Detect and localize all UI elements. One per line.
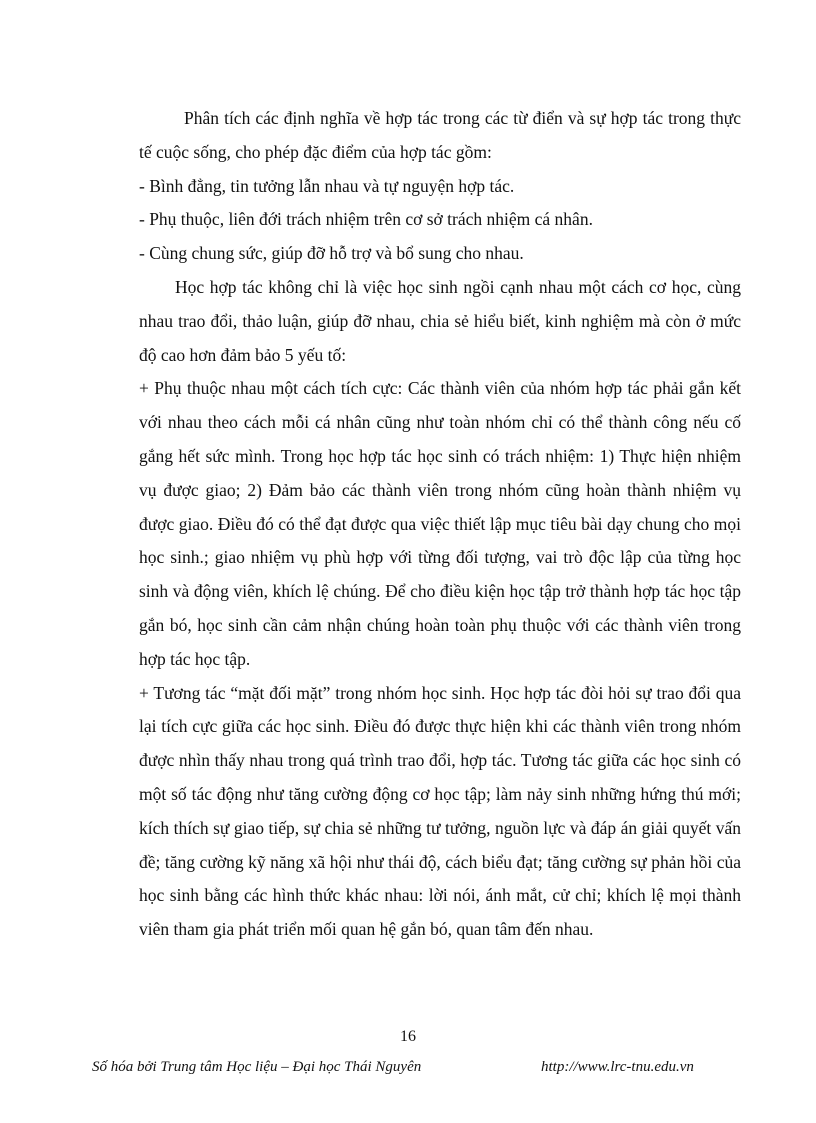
list-item-equality: - Bình đẳng, tin tưởng lẫn nhau và tự nguyện hợp tác. xyxy=(139,175,515,196)
list-item-mutual-support: - Cùng chung sức, giúp đỡ hỗ trợ và bổ sung cho nhau. xyxy=(139,243,524,264)
list-item-dependence: - Phụ thuộc, liên đới trách nhiệm trên cơ sở trách nhiệm cá nhân. xyxy=(139,209,593,230)
page-number: 16 xyxy=(400,1028,416,1045)
paragraph-definition-analysis: Phân tích các định nghĩa về hợp tác trong các từ điển và sự hợp tác trong thực tế cuộc sống, cho phép đặc điểm của hợp tác gồm: xyxy=(139,108,741,162)
paragraph-positive-interdependence: + Phụ thuộc nhau một cách tích cực: Các thành viên của nhóm hợp tác phải gắn kết với nhau theo cách mỗi cá nhân cũng như toàn nhóm chỉ có thể thành công nếu cố gắng hết sức mình. Trong học hợp tác học sinh có trách nhiệm: 1) Thực hiện nhiệm vụ được giao; 2) Đảm bảo các thành viên trong nhóm cũng hoàn thành nhiệm vụ được giao. Điều đó có thể đạt được qua việc thiết lập mục tiêu bài dạy chung cho mọi học sinh.; giao nhiệm vụ phù hợp với từng đối tượng, vai trò độc lập của từng học sinh và động viên, khích lệ chúng. Để cho điều kiện học tập trở thành hợp tác học tập gắn bó, học sinh cần cảm nhận chúng hoàn toàn phụ thuộc với các thành viên trong hợp tác học tập. xyxy=(139,378,741,669)
paragraph-cooperative-learning: Học hợp tác không chỉ là việc học sinh ngồi cạnh nhau một cách cơ học, cùng nhau trao đổi, thảo luận, giúp đỡ nhau, chia sẻ hiểu biết, kinh nghiệm mà còn ở mức độ cao hơn đảm bảo 5 yếu tố: xyxy=(139,276,741,365)
footer-digitized-by: Số hóa bởi Trung tâm Học liệu – Đại học Thái Nguyên xyxy=(92,1059,422,1075)
document-body xyxy=(139,102,741,947)
footer-url: http://www.lrc-tnu.edu.vn xyxy=(541,1059,694,1075)
paragraph-face-to-face-interaction: + Tương tác “mặt đối mặt” trong nhóm học sinh. Học hợp tác đòi hỏi sự trao đổi qua lại tích cực giữa các học sinh. Điều đó được thực hiện khi các thành viên trong nhóm được nhìn thấy nhau trong quá trình trao đổi, hợp tác. Tương tác giữa các học sinh có một số tác động như tăng cường động cơ học tập; làm nảy sinh những hứng thú mới; kích thích sự giao tiếp, sự chia sẻ những tư tưởng, nguồn lực và đáp án giải quyết vấn đề; tăng cường kỹ năng xã hội như thái độ, cách biểu đạt; tăng cường sự phản hồi của học sinh bằng các hình thức khác nhau: lời nói, ánh mắt, cử chỉ; khích lệ mọi thành viên tham gia phát triển mối quan hệ gắn bó, quan tâm đến nhau. xyxy=(139,682,741,940)
